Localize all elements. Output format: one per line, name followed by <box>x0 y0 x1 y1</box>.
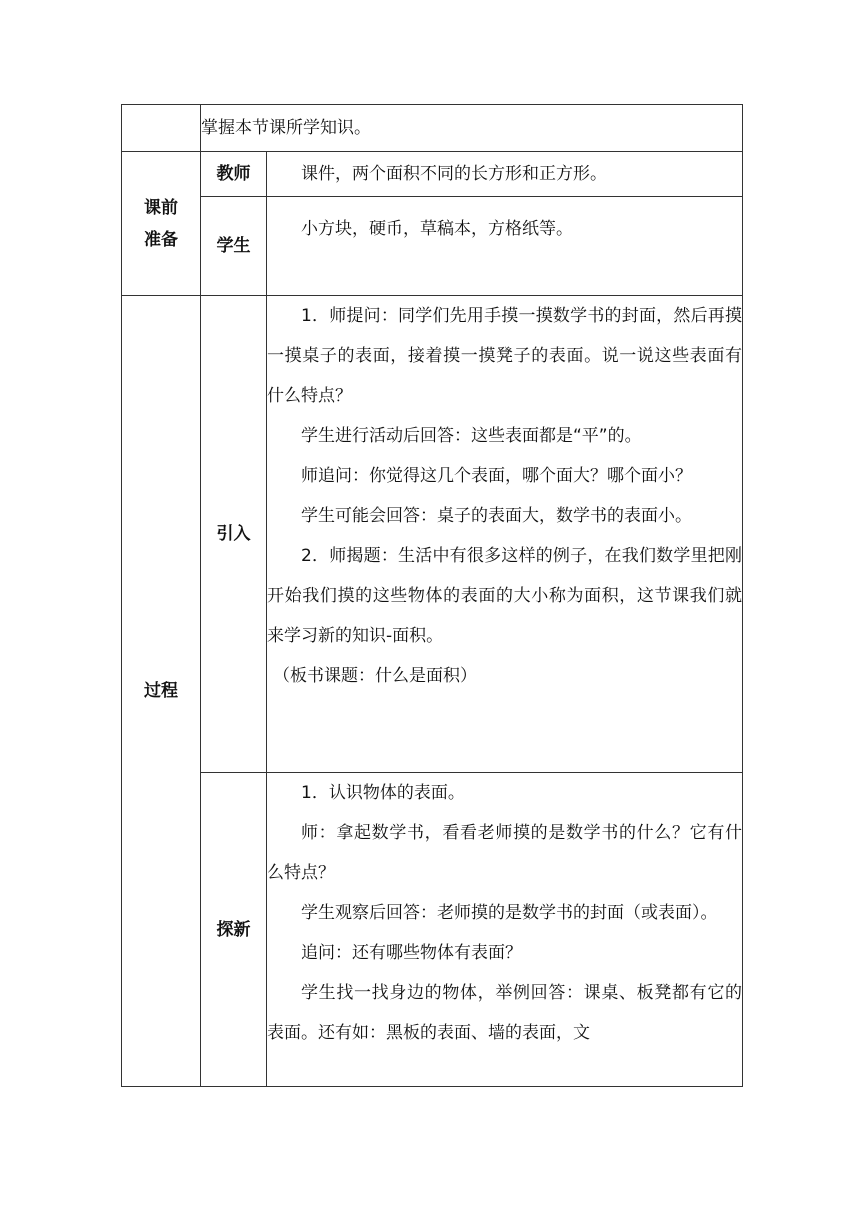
intro-paragraph: 2．师揭题：生活中有很多这样的例子，在我们数学里把刚开始我们摸的这些物体的表面的大小称为面积，这节课我们就来学习新的知识-面积。 <box>267 546 742 646</box>
prep-student-row <box>122 197 743 296</box>
student-text: 小方块，硬币，草稿本，方格纸等。 <box>301 219 573 239</box>
intro-label: 引入 <box>201 296 267 773</box>
student-cell <box>267 197 743 296</box>
intro-paragraph: 师追问：你觉得这几个表面，哪个面大？哪个面小？ <box>301 466 692 486</box>
teacher-label: 教师 <box>201 152 267 197</box>
goal-empty-cell <box>122 105 201 152</box>
explore-row <box>122 773 743 1087</box>
teacher-text: 课件，两个面积不同的长方形和正方形。 <box>301 164 607 184</box>
intro-paragraph: （板书课题：什么是面积） <box>273 666 477 686</box>
intro-paragraph: 学生可能会回答：桌子的表面大，数学书的表面小。 <box>301 506 692 526</box>
goal-text: 掌握本节课所学知识。 <box>201 118 371 138</box>
goal-cell <box>201 105 743 152</box>
explore-paragraph: 学生找一找身边的物体，举例回答：课桌、板凳都有它的表面。还有如：黑板的表面、墙的表面，文 <box>267 983 742 1043</box>
explore-paragraph: 学生观察后回答：老师摸的是数学书的封面（或表面）。 <box>301 903 718 923</box>
explore-paragraph: 1．认识物体的表面。 <box>301 783 465 803</box>
prep-label-line1: 课前 <box>144 197 178 218</box>
prep-teacher-row <box>122 152 743 197</box>
prep-label-cell <box>122 152 201 296</box>
lesson-plan-table <box>121 104 743 1087</box>
explore-cell <box>267 773 743 1087</box>
intro-paragraph: 学生进行活动后回答：这些表面都是“平”的。 <box>301 426 642 446</box>
student-label: 学生 <box>201 197 267 296</box>
explore-label: 探新 <box>201 773 267 1087</box>
intro-row <box>122 296 743 773</box>
explore-paragraph: 师：拿起数学书，看看老师摸的是数学书的什么？它有什么特点？ <box>267 823 742 883</box>
intro-paragraph: 1．师提问：同学们先用手摸一摸数学书的封面，然后再摸一摸桌子的表面，接着摸一摸凳子的表面。说一说这些表面有什么特点？ <box>267 306 742 406</box>
prep-label-line2: 准备 <box>144 229 178 250</box>
process-label: 过程 <box>122 296 201 1087</box>
intro-cell <box>267 296 743 773</box>
teacher-cell <box>267 152 743 197</box>
goal-row <box>122 105 743 152</box>
explore-paragraph: 追问：还有哪些物体有表面？ <box>301 943 522 963</box>
